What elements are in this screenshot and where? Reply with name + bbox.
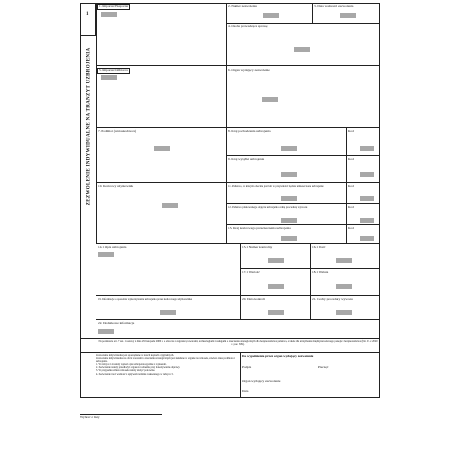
field-12-label-text: 12. Państwo planowanego objęcia uzbrojenia celną procedurą wywozu	[228, 206, 308, 209]
field-17-1-label: 17.1 Wartość	[242, 270, 260, 274]
field-4-value[interactable]	[294, 47, 310, 52]
field-15-1-label: 15.1 Numer kontrolny	[242, 245, 273, 249]
field-11-kod-label: Kod	[348, 184, 354, 188]
signature-podpis: Podpis	[242, 365, 252, 369]
field-9-label: 9. Kraj wysyłki uzbrojenia	[228, 157, 265, 161]
field-19-value[interactable]	[160, 310, 176, 315]
page-number: 1	[86, 12, 89, 17]
field-18-1-label: 18.1 Waluta	[312, 270, 329, 274]
field-8-value[interactable]	[281, 146, 297, 151]
field-11-label-text: 11. Państwo, w którym obecnie jest lub w przyszłości będzie umieszczone uzbrojenie	[228, 185, 324, 188]
legal-note: Na podstawie art. 7 ust. 1 ustawy z dnia 29 listopada 2000 r. o obrocie z zagranicą towarami, technologiami i usługami o znaczeniu strategicznym dla bezpieczeństwa państwa, a także dla utrzymania międzynarodowego pokoju i bezpieczeństwa (Dz. U. z 2020 r. poz. 509).	[98, 340, 378, 347]
field-2-label: 2. Numer zezwolenia	[228, 4, 257, 8]
field-20-value[interactable]	[268, 310, 284, 315]
page-number-cell	[80, 3, 96, 36]
instruction-2: 1. W rubryce 14 należy wpisać opis uzbrojenia zgodnie z wykazem.	[96, 363, 167, 367]
field-5-value[interactable]	[101, 75, 117, 80]
instruction-4: 3. W przypadku zmian wniosek należy złożyć ponownie.	[96, 369, 156, 373]
field-10-value[interactable]	[162, 203, 178, 208]
field-6-label: 6. Organ wydający zezwolenie	[228, 68, 270, 72]
field-7-value[interactable]	[154, 146, 170, 151]
field-19-label: 19. Informacje o sposobie wykorzystania uzbrojenia przez końcowego użytkownika	[98, 298, 193, 301]
field-1-label: 1. Importer/Eksporter	[99, 4, 129, 8]
field-16-1-label: 16.1 Ilość	[312, 245, 326, 249]
field-9-kod-value[interactable]	[360, 172, 374, 177]
signature-data: Data	[242, 389, 249, 393]
field-9-kod-label: Kod	[348, 157, 354, 161]
field-10-label: 10. Końcowy użytkownik	[98, 184, 134, 188]
signature-pieczec: Pieczęć	[318, 365, 329, 369]
field-22-value[interactable]	[98, 329, 114, 334]
field-13-kod-value[interactable]	[360, 236, 374, 241]
signature-title: Do wypełnienia przez organ wydający zezwolenie	[242, 354, 314, 358]
field-8-kod-label: Kod	[348, 129, 354, 133]
footnote: Wybrać z listy	[80, 415, 100, 419]
field-14-1-label: 14.1 Opis uzbrojenia	[98, 245, 127, 249]
field-8-kod-value[interactable]	[360, 146, 374, 151]
field-11-value[interactable]	[281, 196, 297, 201]
field-22-label: 22. Dodatkowe informacje	[98, 321, 135, 325]
field-7-label: 7. Podmiot (wnioskodawca)	[98, 129, 137, 133]
field-13-kod-label: Kod	[348, 226, 354, 230]
field-12-kod-value[interactable]	[360, 218, 374, 223]
field-12-kod-label: Kod	[348, 205, 354, 209]
instruction-3: 2. Zezwolenie należy przedłożyć organowi celnemu przy dokonywaniu odprawy.	[96, 366, 181, 370]
field-11-kod-value[interactable]	[360, 196, 374, 201]
field-17-1-value[interactable]	[268, 284, 284, 289]
field-2-value[interactable]	[263, 13, 279, 18]
field-15-1-value[interactable]	[268, 258, 284, 263]
field-13-value[interactable]	[281, 236, 297, 241]
field-12-value[interactable]	[281, 218, 297, 223]
signature-organ: Organ wydający zezwolenie	[242, 379, 281, 383]
instruction-5: 4. Zezwolenie traci ważność z upływem terminu wskazanego w rubryce 3.	[96, 372, 174, 376]
instruction-1: Zezwolenie indywidualne na obrót towarami o znaczeniu strategicznym jest składane w organie na wniosek, zawiera dane podmiotu i uzbrojenia.	[96, 357, 235, 364]
field-12-label	[228, 206, 344, 209]
field-11-label	[228, 185, 344, 188]
field-20-label: 20. Data kontroli	[242, 297, 266, 301]
field-14-1-value[interactable]	[98, 252, 114, 257]
field-9-value[interactable]	[281, 172, 297, 177]
field-3-value[interactable]	[340, 13, 356, 18]
field-6-value[interactable]	[262, 97, 278, 102]
field-18-1-value[interactable]	[336, 284, 352, 289]
vertical-form-title	[82, 36, 96, 216]
field-3-label: 3. Data ważności zezwolenia	[314, 4, 354, 8]
field-1-value[interactable]	[101, 12, 117, 17]
instruction-0: Zezwolenie indywidualne jest sporządzane w trzech kopiach oryginalnych.	[96, 354, 174, 357]
field-4-label: 4. Osoba prowadząca sprawę	[228, 24, 268, 28]
field-21-label: 21. Cechy procedury wywozu	[312, 297, 353, 301]
field-8-label: 8. Kraj pochodzenia uzbrojenia	[228, 129, 271, 133]
field-13-label: 13. Kraj końcowego przeznaczenia uzbrojenia	[228, 226, 291, 230]
vertical-form-title-text: ZEZWOLENIE INDYWIDUALNE NA TRANZYT UZBROJENIA	[86, 47, 92, 205]
instructions	[96, 354, 238, 398]
field-16-1-value[interactable]	[336, 258, 352, 263]
field-21-value[interactable]	[336, 310, 352, 315]
field-5-label: 5. Importer/Odbiorca	[99, 68, 128, 72]
